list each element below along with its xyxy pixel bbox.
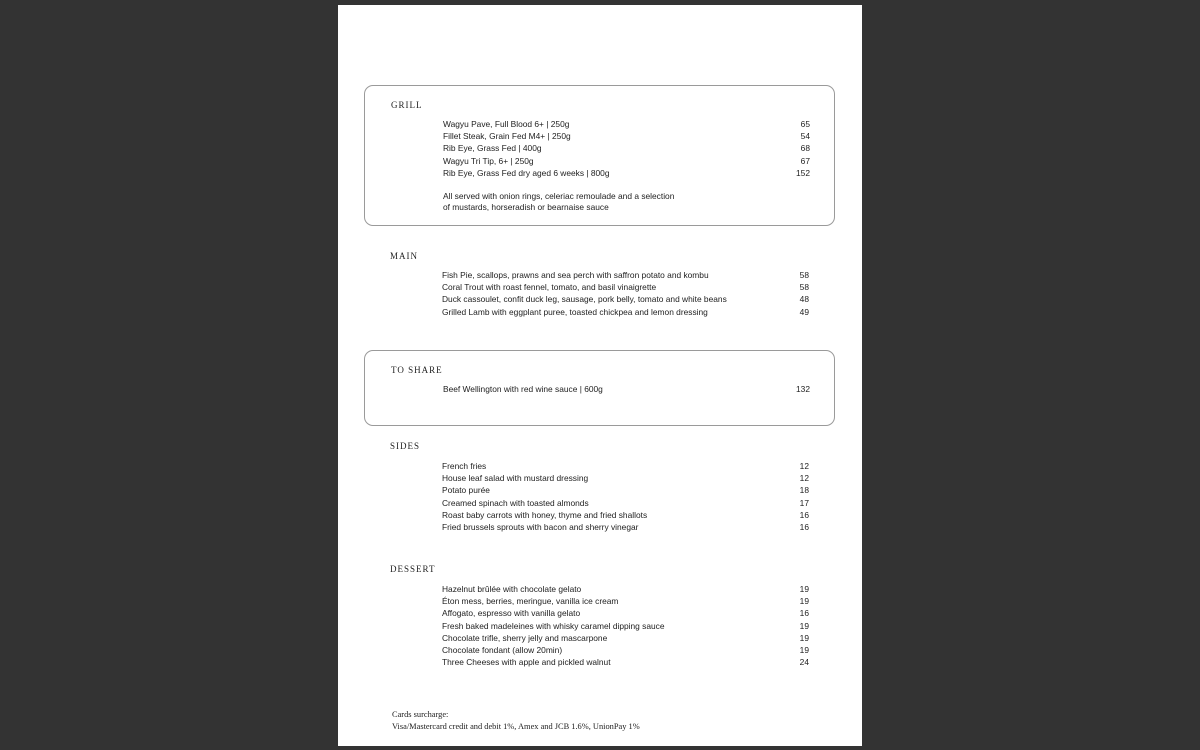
menu-item bbox=[442, 460, 809, 472]
footer-heading: Cards surcharge: bbox=[392, 710, 449, 719]
item-price: 18 bbox=[799, 485, 809, 496]
menu-item bbox=[442, 632, 809, 644]
footer-text: Visa/Mastercard credit and debit 1%, Amex and JCB 1.6%, UnionPay 1% bbox=[392, 722, 640, 731]
menu-item bbox=[442, 306, 809, 318]
item-price: 132 bbox=[796, 384, 810, 394]
item-name: Roast baby carrots with honey, thyme and fried shallots bbox=[442, 509, 648, 520]
item-price: 19 bbox=[799, 644, 809, 655]
grill-note bbox=[443, 191, 723, 212]
menu-item bbox=[442, 472, 809, 484]
section-title: DESSERT bbox=[390, 564, 436, 574]
menu-item bbox=[442, 656, 809, 668]
item-name: Rib Eye, Grass Fed | 400g bbox=[443, 143, 542, 154]
menu-page bbox=[338, 5, 862, 746]
item-price: 16 bbox=[799, 608, 809, 619]
menu-item bbox=[442, 620, 809, 632]
item-name: Creamed spinach with toasted almonds bbox=[442, 497, 589, 508]
menu-item bbox=[442, 269, 809, 281]
main-section bbox=[364, 247, 835, 327]
section-title: SIDES bbox=[390, 441, 421, 451]
item-price: 58 bbox=[799, 282, 809, 293]
item-price: 49 bbox=[799, 306, 809, 317]
grill-section bbox=[364, 85, 835, 226]
item-name: Beef Wellington with red wine sauce | 600g bbox=[443, 384, 603, 394]
item-name: Chocolate trifle, sherry jelly and mascarpone bbox=[442, 632, 608, 643]
to-share-items bbox=[443, 383, 810, 395]
note-line: of mustards, horseradish or bearnaise sauce bbox=[443, 201, 609, 212]
item-price: 12 bbox=[799, 473, 809, 484]
sides-items bbox=[442, 460, 809, 533]
item-name: Hazelnut brûlée with chocolate gelato bbox=[442, 584, 582, 594]
item-price: 67 bbox=[800, 155, 810, 166]
item-price: 19 bbox=[799, 632, 809, 643]
main-items bbox=[442, 269, 809, 318]
section-title: MAIN bbox=[390, 251, 418, 261]
note-line: All served with onion rings, celeriac remoulade and a selection bbox=[443, 191, 675, 201]
dessert-section bbox=[364, 561, 835, 681]
menu-item bbox=[443, 155, 810, 167]
menu-item bbox=[443, 118, 810, 130]
item-price: 48 bbox=[799, 294, 809, 305]
item-name: Éton mess, berries, meringue, vanilla ice cream bbox=[442, 596, 619, 607]
item-price: 17 bbox=[799, 497, 809, 508]
item-price: 19 bbox=[799, 620, 809, 631]
item-price: 19 bbox=[799, 596, 809, 607]
menu-item bbox=[442, 644, 809, 656]
menu-item bbox=[443, 142, 810, 154]
item-price: 16 bbox=[799, 509, 809, 520]
menu-item bbox=[442, 293, 809, 305]
item-price: 68 bbox=[800, 143, 810, 154]
dessert-items bbox=[442, 583, 809, 668]
item-price: 58 bbox=[799, 270, 809, 280]
item-name: House leaf salad with mustard dressing bbox=[442, 473, 589, 484]
item-name: Fried brussels sprouts with bacon and sherry vinegar bbox=[442, 521, 639, 532]
item-name: Coral Trout with roast fennel, tomato, and basil vinaigrette bbox=[442, 282, 657, 293]
item-name: Fresh baked madeleines with whisky caramel dipping sauce bbox=[442, 620, 665, 631]
menu-item bbox=[443, 383, 810, 395]
item-name: Three Cheeses with apple and pickled walnut bbox=[442, 657, 611, 668]
menu-item bbox=[442, 595, 809, 607]
item-price: 19 bbox=[799, 584, 809, 594]
item-name: Duck cassoulet, confit duck leg, sausage, pork belly, tomato and white beans bbox=[442, 294, 727, 305]
item-name: Fish Pie, scallops, prawns and sea perch with saffron potato and kombu bbox=[442, 270, 709, 280]
item-price: 12 bbox=[799, 461, 809, 471]
sides-section bbox=[364, 438, 835, 543]
item-name: Affogato, espresso with vanilla gelato bbox=[442, 608, 581, 619]
menu-item bbox=[443, 167, 810, 179]
menu-item bbox=[442, 281, 809, 293]
item-name: Grilled Lamb with eggplant puree, toasted chickpea and lemon dressing bbox=[442, 306, 708, 317]
menu-item bbox=[442, 497, 809, 509]
to-share-section bbox=[364, 350, 835, 426]
menu-item bbox=[442, 607, 809, 619]
item-name: French fries bbox=[442, 461, 487, 471]
menu-item bbox=[442, 583, 809, 595]
item-price: 24 bbox=[799, 657, 809, 668]
section-title: GRILL bbox=[391, 100, 423, 110]
item-name: Fillet Steak, Grain Fed M4+ | 250g bbox=[443, 131, 571, 142]
item-price: 54 bbox=[800, 131, 810, 142]
card-surcharge-note bbox=[392, 709, 640, 733]
menu-item bbox=[442, 484, 809, 496]
item-name: Rib Eye, Grass Fed dry aged 6 weeks | 800g bbox=[443, 167, 610, 178]
menu-item bbox=[442, 509, 809, 521]
item-price: 65 bbox=[800, 119, 810, 129]
section-title: TO SHARE bbox=[391, 365, 443, 375]
menu-item bbox=[442, 521, 809, 533]
item-price: 16 bbox=[799, 521, 809, 532]
item-name: Wagyu Tri Tip, 6+ | 250g bbox=[443, 155, 534, 166]
menu-item bbox=[443, 130, 810, 142]
grill-items bbox=[443, 118, 810, 179]
item-name: Potato purée bbox=[442, 485, 490, 496]
item-price: 152 bbox=[796, 167, 810, 178]
item-name: Wagyu Pave, Full Blood 6+ | 250g bbox=[443, 119, 570, 129]
item-name: Chocolate fondant (allow 20min) bbox=[442, 644, 563, 655]
